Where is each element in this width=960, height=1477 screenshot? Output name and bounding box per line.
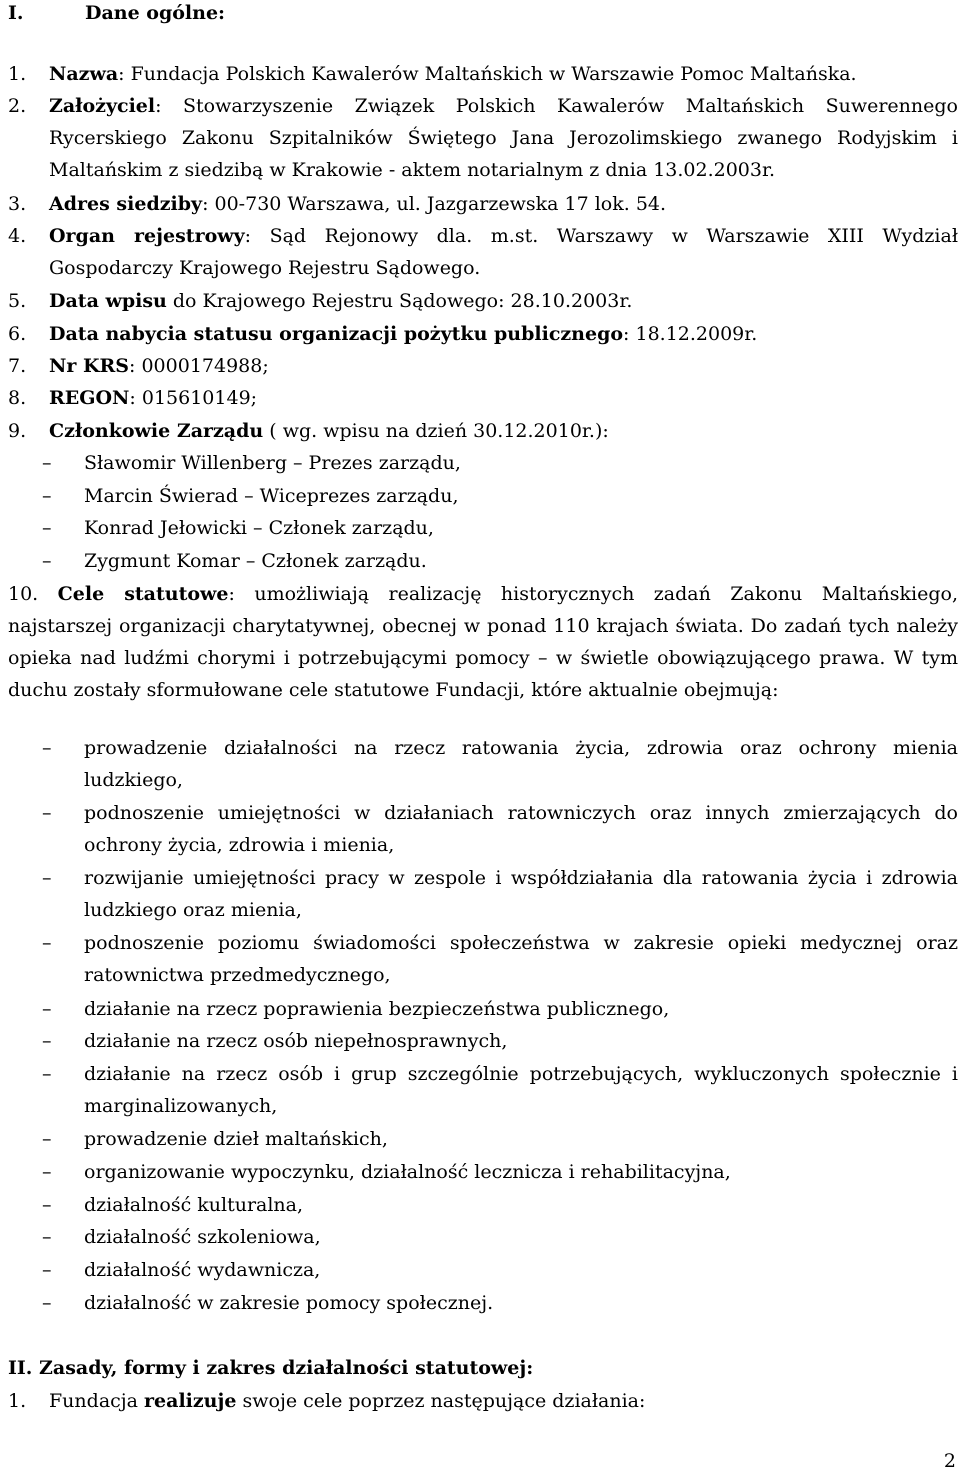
goal-item: – prowadzenie działalności na rzecz ratowania życia, zdrowia oraz ochrony mienia ludzkiego, bbox=[8, 732, 958, 796]
dash-marker: – bbox=[42, 1128, 52, 1150]
item-label: REGON bbox=[49, 387, 130, 409]
dash-marker: – bbox=[42, 867, 52, 889]
dash-marker: – bbox=[42, 517, 52, 539]
item-number: 10. bbox=[8, 583, 39, 605]
goal-item: – działanie na rzecz poprawienia bezpieczeństwa publicznego, bbox=[8, 993, 958, 1025]
item-label: Założyciel bbox=[49, 95, 156, 117]
info-item-6: 6. Data nabycia statusu organizacji pożytku publicznego: 18.12.2009r. bbox=[8, 323, 758, 345]
info-item-4: 4. Organ rejestrowy: Sąd Rejonowy dla. m.st. Warszawy w Warszawie XIII Wydział Gospodarczy Krajowego Rejestru Sądowego. bbox=[8, 225, 958, 279]
dash-marker: – bbox=[42, 802, 52, 824]
info-item-3: 3. Adres siedziby: 00-730 Warszawa, ul. Jazgarzewska 17 lok. 54. bbox=[8, 193, 667, 215]
section-1-number: I. bbox=[8, 2, 24, 24]
page-number: 2 bbox=[943, 1450, 956, 1472]
info-item-2: 2. Założyciel: Stowarzyszenie Związek Polskich Kawalerów Maltańskich Suwerennego Rycerskiego Zakonu Szpitalników Świętego Jana Jerozolimskiego zwanego Rodyjskim i Maltańskim z siedzibą w Krakowie - aktem notarialnym z dnia 13.02.2003r. bbox=[8, 95, 958, 181]
item-label: Nazwa bbox=[49, 63, 119, 85]
goal-item: – rozwijanie umiejętności pracy w zespole i współdziałania dla ratowania życia i zdrowia ludzkiego oraz mienia, bbox=[8, 862, 958, 926]
item-text: do Krajowego Rejestru Sądowego: 28.10.2003r. bbox=[166, 290, 633, 312]
dash-marker: – bbox=[42, 1259, 52, 1281]
item-label: Adres siedziby bbox=[49, 193, 203, 215]
section-1-heading bbox=[8, 0, 225, 26]
info-item-7: 7. Nr KRS: 0000174988; bbox=[8, 355, 269, 377]
item-text: : 18.12.2009r. bbox=[623, 323, 758, 345]
board-member: – Zygmunt Komar – Członek zarządu. bbox=[8, 545, 958, 577]
goal-item: – działalność kulturalna, bbox=[8, 1189, 958, 1221]
board-member: – Marcin Świerad – Wiceprezes zarządu, bbox=[8, 480, 958, 512]
goal-item: – działalność wydawnicza, bbox=[8, 1254, 958, 1286]
info-item-8: 8. REGON: 015610149; bbox=[8, 387, 258, 409]
item-label: Nr KRS bbox=[49, 355, 130, 377]
board-member: – Konrad Jełowicki – Członek zarządu, bbox=[8, 512, 958, 544]
dash-marker: – bbox=[42, 998, 52, 1020]
info-item-9: 9. Członkowie Zarządu ( wg. wpisu na dzień 30.12.2010r.): bbox=[8, 420, 609, 442]
dash-marker: – bbox=[42, 1292, 52, 1314]
statutory-goals-paragraph bbox=[8, 578, 958, 706]
info-item-1: 1. Nazwa: Fundacja Polskich Kawalerów Maltańskich w Warszawie Pomoc Maltańska. bbox=[8, 63, 857, 85]
item-label: Data wpisu bbox=[49, 290, 167, 312]
goal-item: – działanie na rzecz osób i grup szczególnie potrzebujących, wykluczonych społecznie i marginalizowanych, bbox=[8, 1058, 958, 1122]
item-label: Cele statutowe bbox=[57, 583, 229, 605]
item-text: : Stowarzyszenie Związek Polskich Kawalerów Maltańskich Suwerennego Rycerskiego Zakonu Szpitalników Świętego Jana Jerozolimskiego zwanego Rodyjskim i Maltańskim z siedzibą w Krakowie - aktem notarialnym z dnia 13.02.2003r. bbox=[49, 95, 958, 181]
item-label: Organ rejestrowy bbox=[49, 225, 245, 247]
section-2-title: Zasady, formy i zakres działalności statutowej: bbox=[39, 1357, 534, 1379]
item-label: Data nabycia statusu organizacji pożytku publicznego bbox=[49, 323, 624, 345]
section-2-number: II. bbox=[8, 1357, 33, 1379]
section-2-item-1: 1. Fundacja realizuje swoje cele poprzez następujące działania: bbox=[8, 1390, 646, 1412]
dash-marker: – bbox=[42, 737, 52, 759]
dash-marker: – bbox=[42, 1194, 52, 1216]
section-2-heading bbox=[8, 1355, 533, 1381]
item-text: ( wg. wpisu na dzień 30.12.2010r.): bbox=[263, 420, 609, 442]
goal-item: – podnoszenie poziomu świadomości społeczeństwa w zakresie opieki medycznej oraz ratownictwa przedmedycznego, bbox=[8, 927, 958, 991]
dash-marker: – bbox=[42, 1030, 52, 1052]
board-member: – Sławomir Willenberg – Prezes zarządu, bbox=[8, 447, 958, 479]
item-text: : 00-730 Warszawa, ul. Jazgarzewska 17 lok. 54. bbox=[202, 193, 667, 215]
goal-item: – działalność szkoleniowa, bbox=[8, 1221, 958, 1253]
dash-marker: – bbox=[42, 452, 52, 474]
item-text: : umożliwiają realizację historycznych zadań Zakonu Maltańskiego, najstarszej organizacji charytatywnej, obecnej w ponad 110 krajach świata. Do zadań tych należy opieka nad ludźmi chorymi i potrzebującymi pomocy – w świetle obowiązującego prawa. W tym duchu zostały sformułowane cele statutowe Fundacji, które aktualnie obejmują: bbox=[8, 583, 958, 701]
item-text: : 015610149; bbox=[129, 387, 258, 409]
dash-marker: – bbox=[42, 1161, 52, 1183]
dash-marker: – bbox=[42, 1226, 52, 1248]
item-text: : Sąd Rejonowy dla. m.st. Warszawy w Warszawie XIII Wydział Gospodarczy Krajowego Rejestru Sądowego. bbox=[49, 225, 958, 279]
section-1-title: Dane ogólne: bbox=[85, 2, 226, 24]
goal-item: – prowadzenie dzieł maltańskich, bbox=[8, 1123, 958, 1155]
goal-item: – podnoszenie umiejętności w działaniach ratowniczych oraz innych zmierzających do ochrony życia, zdrowia i mienia, bbox=[8, 797, 958, 861]
dash-marker: – bbox=[42, 550, 52, 572]
goal-item: – działalność w zakresie pomocy społecznej. bbox=[8, 1287, 958, 1319]
item-label: Członkowie Zarządu bbox=[49, 420, 264, 442]
dash-marker: – bbox=[42, 1063, 52, 1085]
goal-item: – organizowanie wypoczynku, działalność lecznicza i rehabilitacyjna, bbox=[8, 1156, 958, 1188]
info-item-5: 5. Data wpisu do Krajowego Rejestru Sądowego: 28.10.2003r. bbox=[8, 290, 633, 312]
item-text: : Fundacja Polskich Kawalerów Maltańskich w Warszawie Pomoc Maltańska. bbox=[118, 63, 857, 85]
goal-item: – działanie na rzecz osób niepełnosprawnych, bbox=[8, 1025, 958, 1057]
dash-marker: – bbox=[42, 485, 52, 507]
item-text: : 0000174988; bbox=[129, 355, 269, 377]
dash-marker: – bbox=[42, 932, 52, 954]
